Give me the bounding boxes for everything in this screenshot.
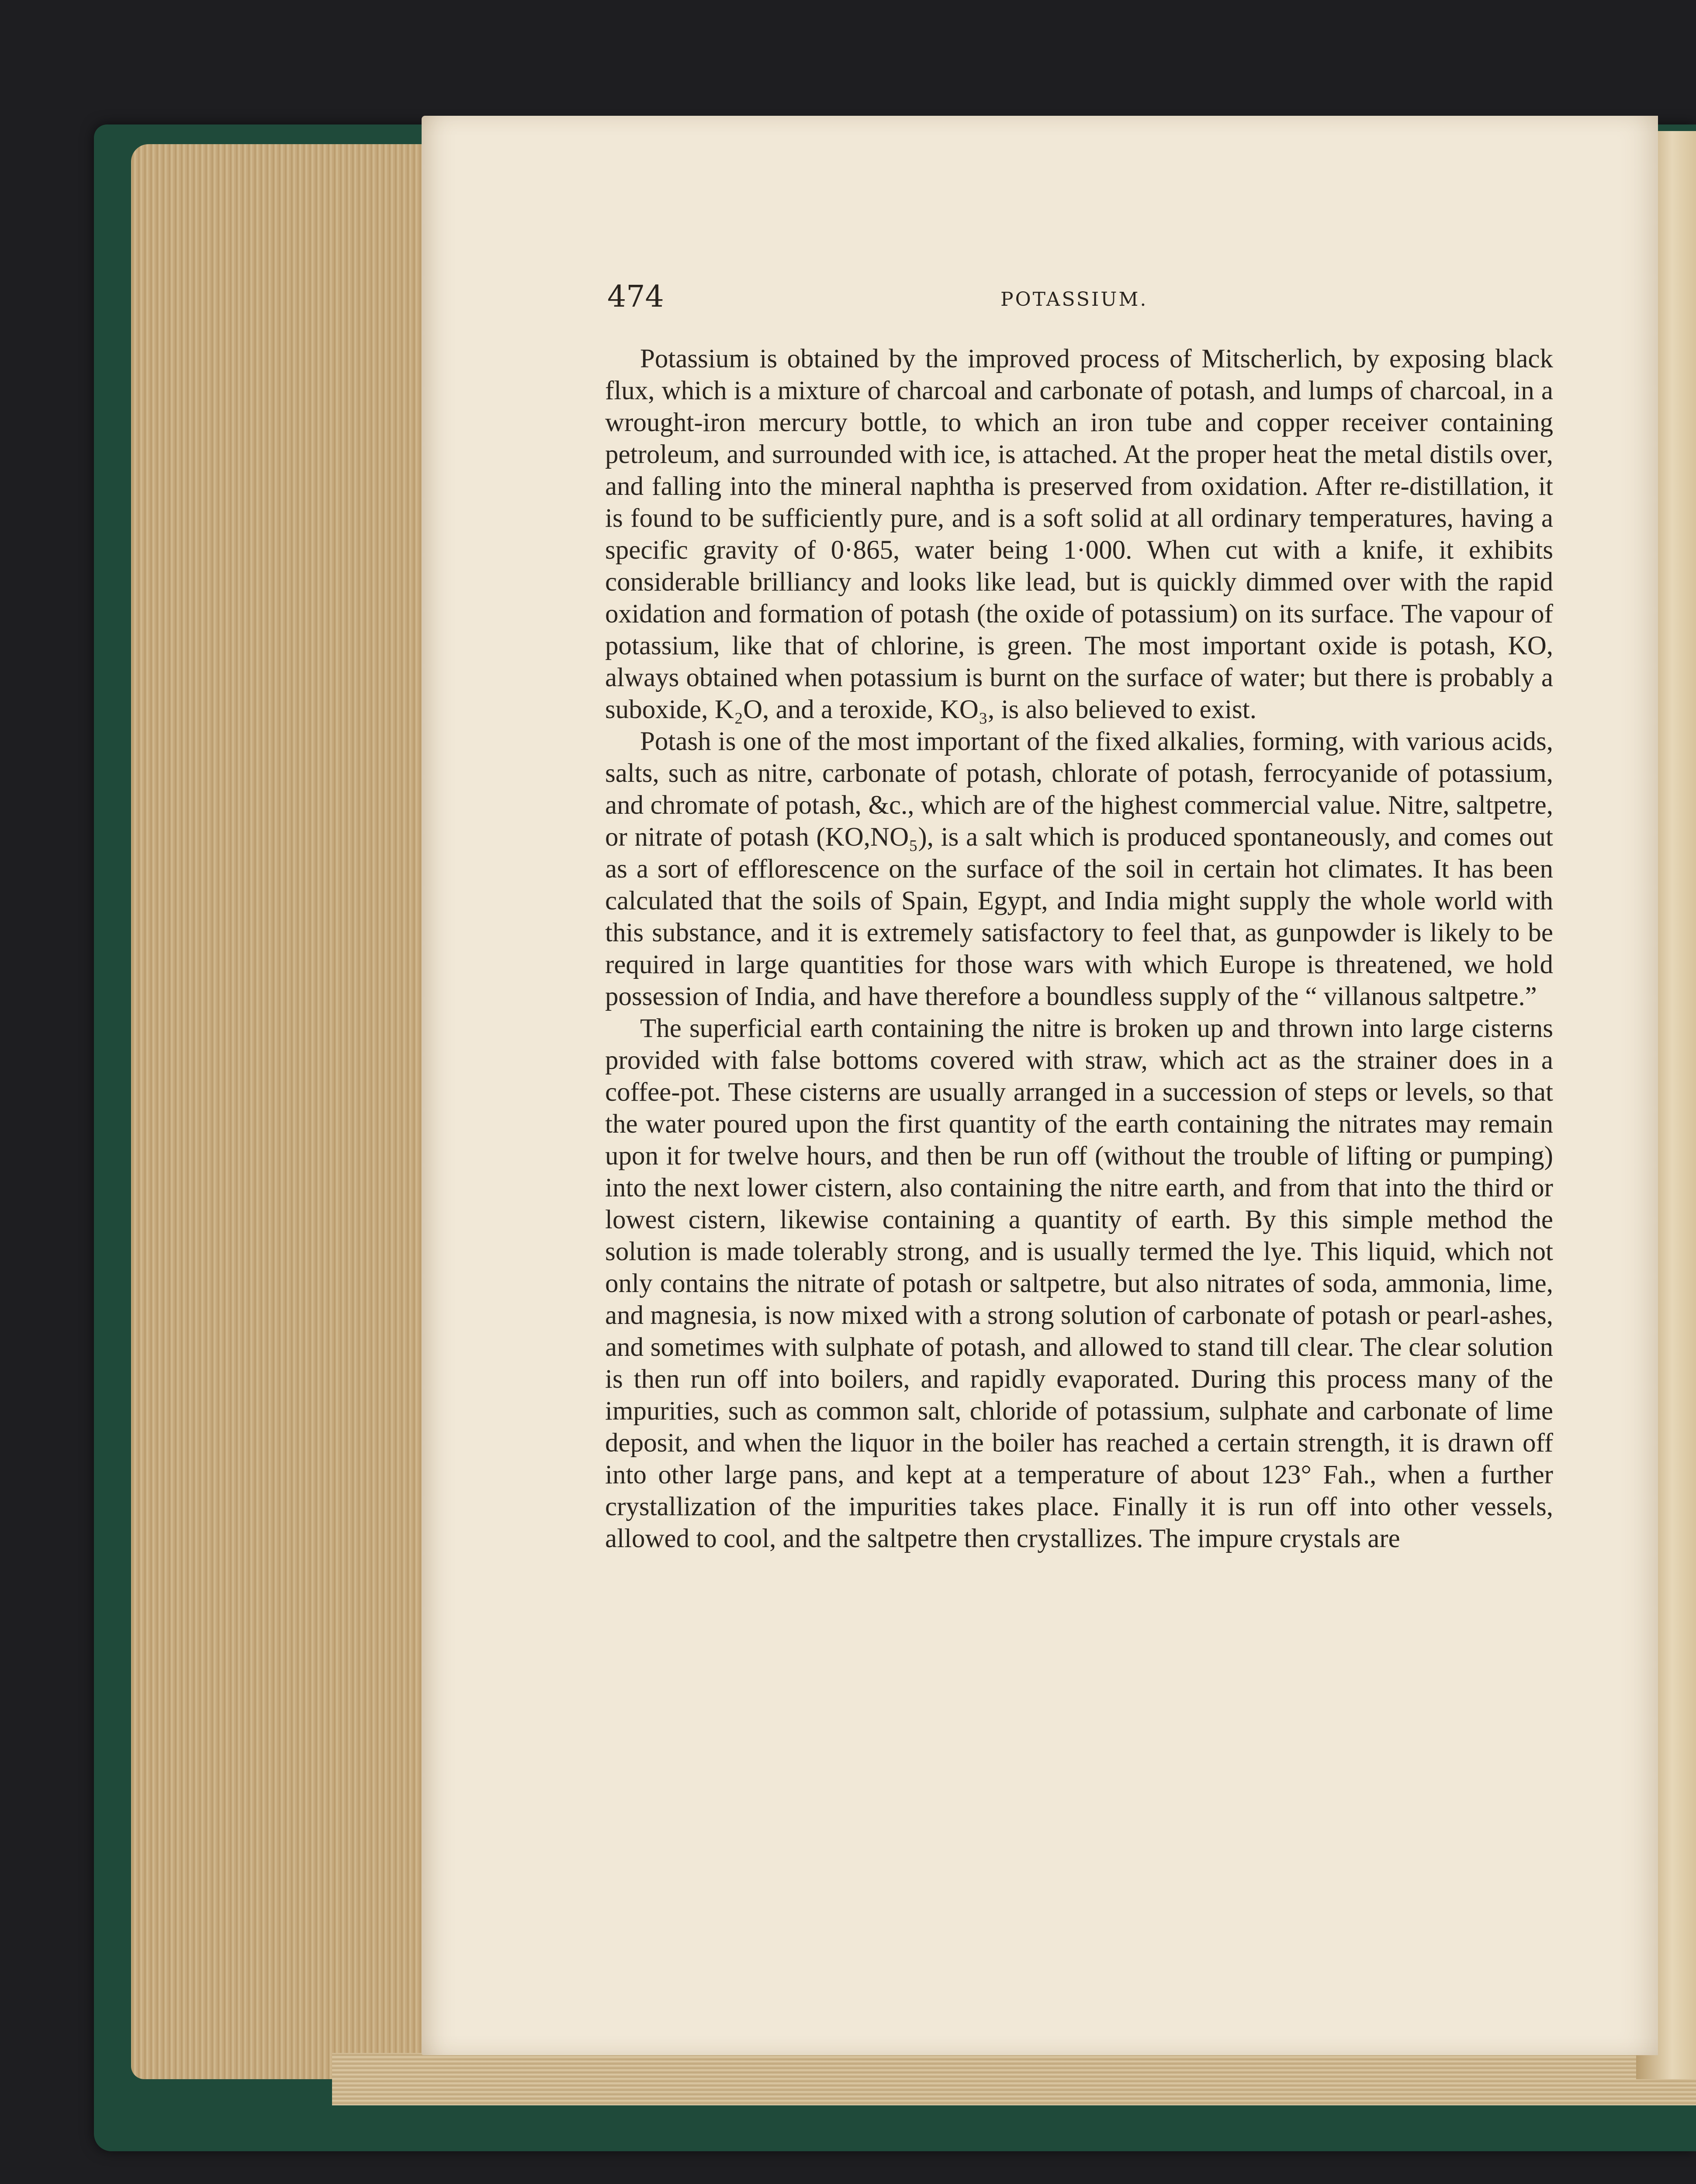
body-text xyxy=(605,343,1553,1555)
paragraph: Potash is one of the most important of the fixed alkalies, forming, with various acids, salts, such as nitre, carbonate of potash, chlorate of potash, ferrocyanide of potassium, and chromate of potash, &c., which are of the highest commercial value. Nitre, saltpetre, or nitrate of potash (KO,NO₅), is a salt which is produced spontaneously, and comes out as a sort of efflorescence on the surface of the soil in certain hot climates. It has been calculated that the soils of Spain, Egypt, and India might supply the whole world with this substance, and it is extremely satisfactory to feel that, as gunpowder is likely to be required in large quantities for those wars with which Europe is threatened, we hold possession of India, and have therefore a boundless supply of the “ villanous saltpetre.” xyxy=(605,727,1553,1011)
paragraph: The superficial earth containing the nitre is broken up and thrown into large cisterns provided with false bottoms covered with straw, which act as the strainer does in a coffee-pot. These cisterns are usually arranged in a succession of steps or levels, so that the water poured upon the first quantity of the earth containing the nitrates may remain upon it for twelve hours, and then be run off (without the trouble of lifting or pumping) into the next lower cistern, also containing the nitre earth, and from that into the third or lowest cistern, likewise containing a quantity of earth. By this simple method the solution is made tolerably strong, and is usually termed the lye. This liquid, which not only contains the nitrate of potash or saltpetre, but also nitrates of soda, ammonia, lime, and magnesia, is now mixed with a strong solution of carbonate of potash or pearl-ashes, and sometimes with sulphate of potash, and allowed to stand till clear. The clear solution is then run off into boilers, and rapidly evaporated. During this process many of the impurities, such as common salt, chloride of potassium, sulphate and carbonate of lime deposit, and when the liquor in the boiler has reached a certain strength, it is drawn off into other large pans, and kept at a temperature of about 123° Fah., when a further crystallization of the impurities takes place. Finally it is run off into other vessels, allowed to cool, and the saltpetre then crystallizes. The impure crystals are xyxy=(605,1014,1553,1553)
page-number: 474 xyxy=(607,280,664,314)
chapter-title: POTASSIUM. xyxy=(1000,288,1148,311)
paragraph: Potassium is obtained by the improved process of Mitscherlich, by exposing black flux, which is a mixture of charcoal and carbonate of potash, and lumps of charcoal, in a wrought-iron mercury bottle, to which an iron tube and copper receiver containing petroleum, and surrounded with ice, is attached. At the proper heat the metal distils over, and falling into the mineral naphtha is preserved from oxidation. After re-distillation, it is found to be sufficiently pure, and is a soft solid at all ordinary temperatures, having a specific gravity of 0·865, water being 1·000. When cut with a knife, it exhibits considerable brilliancy and looks like lead, but is quickly dimmed over with the rapid oxidation and formation of potash (the oxide of potassium) on its surface. The vapour of potassium, like that of chlorine, is green. The most important oxide is potash, KO, always obtained when potassium is burnt on the surface of water; but there is probably a suboxide, K₂O, and a teroxide, KO₃, is also believed to exist. xyxy=(605,344,1553,724)
running-head xyxy=(607,280,1529,314)
page-edges-bottom xyxy=(332,2053,1696,2105)
page-edges xyxy=(131,144,446,2079)
